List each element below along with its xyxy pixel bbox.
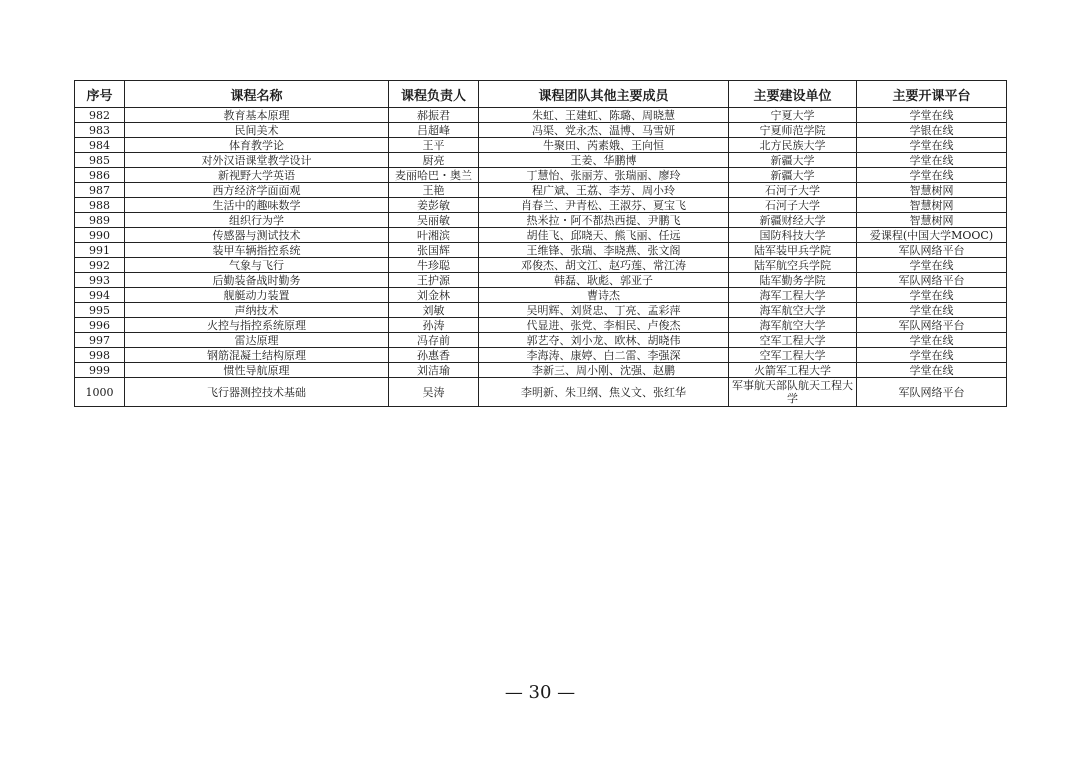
cell-serial-number: 996 [75,318,125,333]
cell-platform: 军队网络平台 [857,378,1007,407]
cell-platform: 学堂在线 [857,363,1007,378]
cell-course-name: 后勤装备战时勤务 [125,273,389,288]
table-row [75,363,1007,378]
table-row [75,273,1007,288]
cell-course-lead: 王护源 [389,273,479,288]
cell-team-members: 丁慧怡、张丽芳、张瑞丽、廖玲 [479,168,729,183]
header-serial-number: 序号 [75,81,125,108]
cell-serial-number: 982 [75,108,125,123]
header-platform: 主要开课平台 [857,81,1007,108]
cell-platform: 智慧树网 [857,213,1007,228]
header-course-name: 课程名称 [125,81,389,108]
table-row [75,168,1007,183]
cell-team-members: 牛聚田、芮素娥、王向恒 [479,138,729,153]
cell-course-lead: 叶湘滨 [389,228,479,243]
cell-serial-number: 998 [75,348,125,363]
cell-course-name: 声纳技术 [125,303,389,318]
cell-team-members: 冯渠、党永杰、温博、马雪妍 [479,123,729,138]
cell-course-lead: 郝振君 [389,108,479,123]
cell-serial-number: 991 [75,243,125,258]
cell-serial-number: 997 [75,333,125,348]
cell-platform: 军队网络平台 [857,273,1007,288]
cell-team-members: 肖春兰、尹青松、王淑芬、夏宝飞 [479,198,729,213]
cell-serial-number: 993 [75,273,125,288]
cell-team-members: 曹诗杰 [479,288,729,303]
cell-team-members: 邓俊杰、胡文江、赵巧莲、常江涛 [479,258,729,273]
table-row [75,243,1007,258]
table-row [75,378,1007,407]
cell-course-name: 雷达原理 [125,333,389,348]
cell-platform: 学堂在线 [857,168,1007,183]
cell-course-lead: 麦丽哈巴・奥兰 [389,168,479,183]
header-team-members: 课程团队其他主要成员 [479,81,729,108]
cell-team-members: 李海涛、康婷、白二雷、李强深 [479,348,729,363]
cell-serial-number: 989 [75,213,125,228]
cell-course-lead: 冯存前 [389,333,479,348]
course-list-table [74,80,1007,407]
cell-institution: 宁夏大学 [729,108,857,123]
cell-institution: 空军工程大学 [729,333,857,348]
table-row [75,213,1007,228]
cell-serial-number: 1000 [75,378,125,407]
cell-course-name: 对外汉语课堂教学设计 [125,153,389,168]
cell-serial-number: 999 [75,363,125,378]
cell-course-name: 舰艇动力装置 [125,288,389,303]
cell-course-lead: 刘洁瑜 [389,363,479,378]
table-row [75,198,1007,213]
cell-course-name: 组织行为学 [125,213,389,228]
cell-institution: 陆军航空兵学院 [729,258,857,273]
cell-institution: 海军航空大学 [729,318,857,333]
cell-institution: 新疆大学 [729,168,857,183]
cell-platform: 智慧树网 [857,183,1007,198]
table-row [75,138,1007,153]
table-row [75,318,1007,333]
cell-team-members: 郭艺夺、刘小龙、欧林、胡晓伟 [479,333,729,348]
cell-course-name: 西方经济学面面观 [125,183,389,198]
cell-serial-number: 994 [75,288,125,303]
cell-course-name: 飞行器测控技术基础 [125,378,389,407]
table-row [75,348,1007,363]
cell-team-members: 热米拉・阿不都热西提、尹鹏飞 [479,213,729,228]
cell-platform: 学银在线 [857,123,1007,138]
table-header-row [75,81,1007,108]
cell-platform: 学堂在线 [857,288,1007,303]
cell-course-name: 生活中的趣味数学 [125,198,389,213]
cell-serial-number: 995 [75,303,125,318]
table-row [75,303,1007,318]
cell-team-members: 代显进、张党、李相民、卢俊杰 [479,318,729,333]
cell-course-name: 体育教学论 [125,138,389,153]
cell-platform: 学堂在线 [857,333,1007,348]
cell-course-lead: 吴丽敏 [389,213,479,228]
cell-course-lead: 吕超峰 [389,123,479,138]
cell-course-lead: 刘金林 [389,288,479,303]
cell-course-name: 教育基本原理 [125,108,389,123]
cell-serial-number: 988 [75,198,125,213]
cell-team-members: 朱虹、王建虹、陈璐、周晓慧 [479,108,729,123]
cell-platform: 智慧树网 [857,198,1007,213]
cell-institution: 北方民族大学 [729,138,857,153]
header-institution: 主要建设单位 [729,81,857,108]
cell-platform: 爱课程(中国大学MOOC) [857,228,1007,243]
cell-institution: 军事航天部队航天工程大学 [729,378,857,407]
cell-team-members: 吴明辉、刘贤忠、丁亮、孟彩萍 [479,303,729,318]
cell-serial-number: 987 [75,183,125,198]
cell-institution: 空军工程大学 [729,348,857,363]
cell-course-name: 装甲车辆指控系统 [125,243,389,258]
cell-institution: 新疆财经大学 [729,213,857,228]
cell-serial-number: 986 [75,168,125,183]
cell-course-name: 传感器与测试技术 [125,228,389,243]
cell-team-members: 韩磊、耿彪、郭亚子 [479,273,729,288]
cell-course-lead: 孙惠香 [389,348,479,363]
cell-team-members: 程广斌、王荔、李芳、周小玲 [479,183,729,198]
cell-course-name: 惯性导航原理 [125,363,389,378]
cell-institution: 海军工程大学 [729,288,857,303]
cell-team-members: 王姜、华鹏博 [479,153,729,168]
cell-platform: 学堂在线 [857,258,1007,273]
table-row [75,123,1007,138]
cell-institution: 宁夏师范学院 [729,123,857,138]
cell-team-members: 李新三、周小刚、沈强、赵鹏 [479,363,729,378]
table-row [75,333,1007,348]
table-row [75,108,1007,123]
table-row [75,258,1007,273]
cell-institution: 石河子大学 [729,183,857,198]
cell-platform: 学堂在线 [857,348,1007,363]
cell-platform: 军队网络平台 [857,318,1007,333]
cell-course-name: 新视野大学英语 [125,168,389,183]
cell-institution: 陆军装甲兵学院 [729,243,857,258]
table-row [75,183,1007,198]
cell-platform: 军队网络平台 [857,243,1007,258]
cell-course-lead: 刘敏 [389,303,479,318]
cell-team-members: 胡佳飞、邱晓天、熊飞丽、任远 [479,228,729,243]
cell-platform: 学堂在线 [857,108,1007,123]
page-number: — 30 — [504,682,576,703]
cell-institution: 新疆大学 [729,153,857,168]
cell-platform: 学堂在线 [857,303,1007,318]
cell-institution: 海军航空大学 [729,303,857,318]
cell-course-name: 气象与飞行 [125,258,389,273]
cell-course-lead: 王平 [389,138,479,153]
cell-serial-number: 983 [75,123,125,138]
cell-platform: 学堂在线 [857,138,1007,153]
cell-course-lead: 张国辉 [389,243,479,258]
cell-serial-number: 984 [75,138,125,153]
cell-team-members: 王维锋、张瑞、李晓燕、张文阁 [479,243,729,258]
cell-platform: 学堂在线 [857,153,1007,168]
cell-serial-number: 990 [75,228,125,243]
cell-serial-number: 992 [75,258,125,273]
table-row [75,153,1007,168]
cell-institution: 火箭军工程大学 [729,363,857,378]
cell-course-lead: 孙涛 [389,318,479,333]
cell-course-lead: 牛珍聪 [389,258,479,273]
cell-course-name: 民间美术 [125,123,389,138]
cell-course-lead: 王艳 [389,183,479,198]
cell-institution: 石河子大学 [729,198,857,213]
table-row [75,288,1007,303]
cell-institution: 陆军勤务学院 [729,273,857,288]
cell-serial-number: 985 [75,153,125,168]
header-course-lead: 课程负责人 [389,81,479,108]
cell-course-lead: 姜彭敏 [389,198,479,213]
cell-course-lead: 厨亮 [389,153,479,168]
table-row [75,228,1007,243]
cell-course-lead: 吴涛 [389,378,479,407]
cell-course-name: 钢筋混凝土结构原理 [125,348,389,363]
cell-team-members: 李明新、朱卫纲、焦义文、张红华 [479,378,729,407]
cell-course-name: 火控与指控系统原理 [125,318,389,333]
cell-institution: 国防科技大学 [729,228,857,243]
